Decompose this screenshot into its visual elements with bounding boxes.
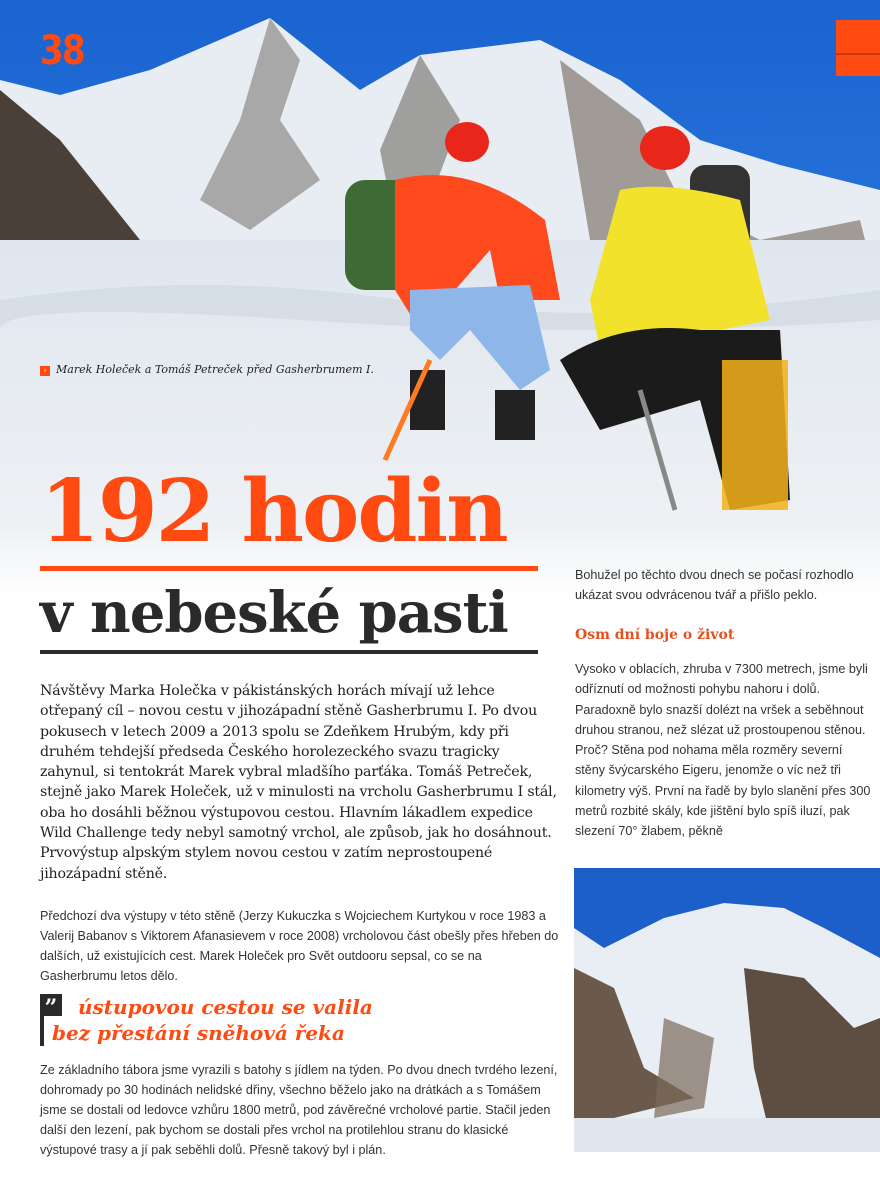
pull-quote [40,994,560,1046]
pull-quote-line-2: bez přestání sněhová řeka [52,1021,345,1045]
title-line-1: 192 hodin [40,461,507,562]
photo-caption [40,362,374,377]
subheading: Osm dní boje o život [575,627,735,643]
right-column-paragraph-2: Vysoko v oblacích, zhruba v 7300 metrech, jsme byli odříznutí od možnosti pohybu nahoru i dolů. Paradoxně bylo snazší dolézt na vršek a seběhnout druhou stranou, než slézat už prostoupenou stěnou. Proč? Stěna pod nohama měla rozměry severní stěny švýcarského Eigeru, jenomže o víc než tři kilometry výš. První na řadě by bylo slanění přes 300 metrů rozbité skály, kde jištění bylo spíš iluzí, pak slezení 70° žlabem, pěkně [575,662,871,839]
caption-arrow-icon: › [40,366,50,376]
lead-paragraph: Návštěvy Marka Holečka v pákistánských horách mívají už lehce otřepaný cíl – novou cestu v jihozápadní stěně Gasherbrumu I. Po dvou pokusech v letech 2009 a 2013 spolu se Zdeňkem Hrubým, kdy při druhém tehdejší předseda Českého horolezeckého svazu tragicky zahynul, si tentokrát Marek vybral mladšího parťáka. Tomáš Petreček, stejně jako Marek Holeček, už v minulosti na vrcholu Gasherbrumu I stál, oba ho dosáhli běžnou výstupovou cestou. Hlavním lákadlem expedice Wild Challenge tedy nebyl samotný vrchol, ale způsob, jak ho dosáhnout. Prvovýstup alpským stylem novou cestou v zatím neprostoupené jihozápadní stěně. [40,683,557,882]
title-line-2: v nebeské pasti [40,580,508,646]
page-number: 38 [40,28,84,74]
caption-text: Marek Holeček a Tomáš Petreček před Gasherbrumem I. [56,363,374,376]
body-paragraph: Ze základního tábora jsme vyrazili s batohy s jídlem na týden. Po dvou dnech tvrdého lezení, dohromady po 30 hodinách nelidské dřiny, všechno běželo jako na drátkách a s Tomášem jsme se dostali od ledovce vzhůru 1800 metrů, pod závěrečné vrcholové partie. Stačil jeden další den lezení, pak bychom se dostali přes vrchol na protilehlou stranu do klasické výstupové trasy a jí pak seběhli dolů. Přesně takový byl i plán. [40,1063,558,1157]
intro-paragraph: Předchozí dva výstupy v této stěně (Jerzy Kukuczka s Wojciechem Kurtykou v roce 1983 a Valerij Babanov s Viktorem Afanasievem v roce 2008) vrcholovou část obešly přes hřeben do dalších, už existujících cest. Marek Holeček pro Svět outdooru sepsal, co se na Gasherbrumu letos dělo. [40,909,559,983]
section-tab-marker [836,20,880,76]
title-rule-dark [40,650,538,654]
title-rule-orange [40,566,538,571]
pull-quote-line-1: ústupovou cestou se valila [78,995,373,1019]
mountain-photo [574,868,880,1152]
quote-mark-icon: ” [40,994,62,1016]
right-column-paragraph-1: Bohužel po těchto dvou dnech se počasí rozhodlo ukázat svou odvrácenou tvář a přišlo peklo. [575,568,854,602]
